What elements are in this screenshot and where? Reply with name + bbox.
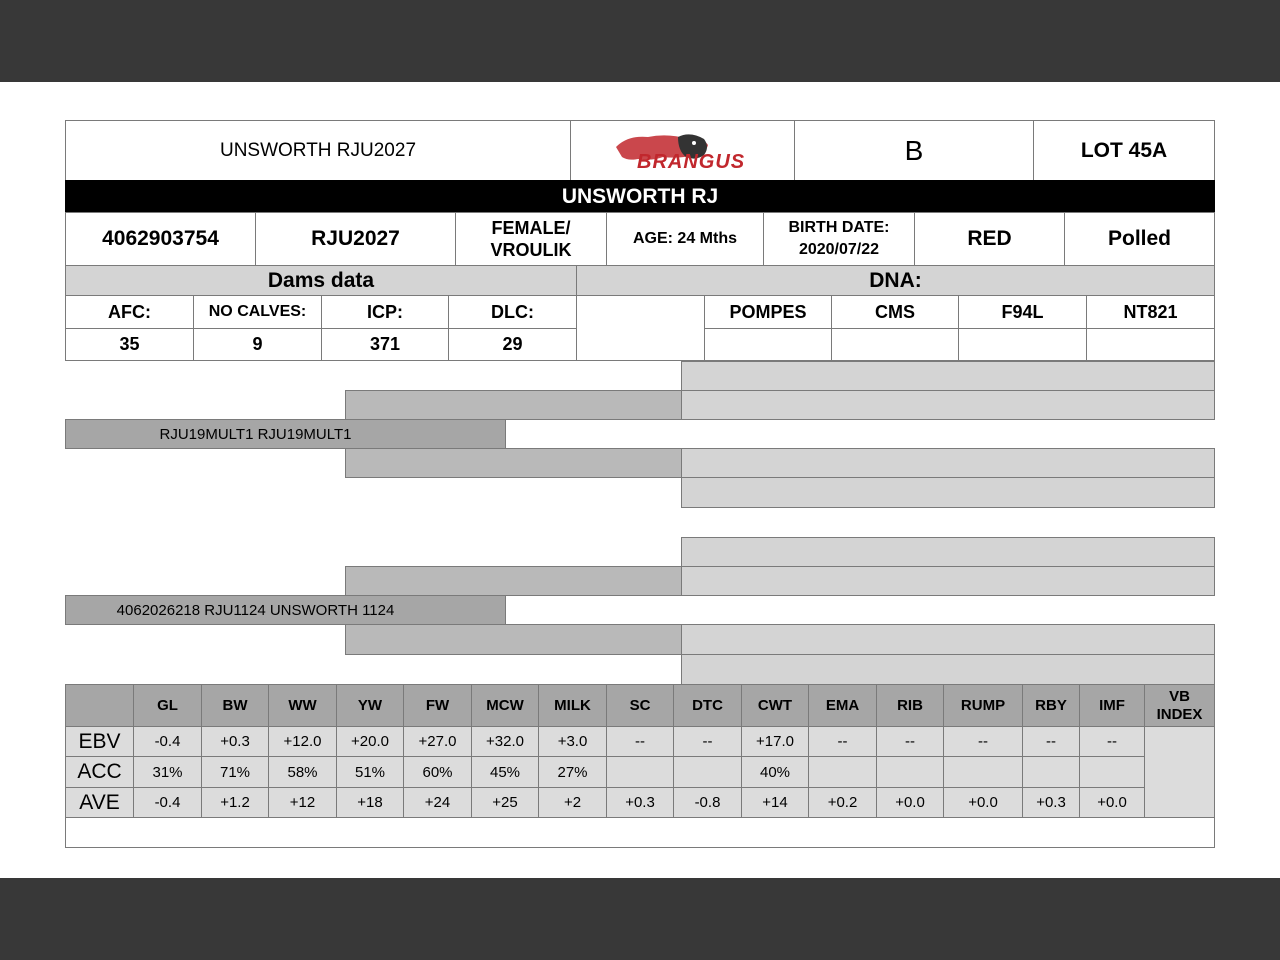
dams-value-afc: 35	[65, 328, 194, 361]
ebv-cell-ave-gl: -0.4	[133, 787, 202, 818]
ebv-cell-acc-rib	[876, 756, 944, 788]
ebv-table	[65, 684, 1215, 848]
ebv-col-imf: IMF	[1079, 684, 1145, 727]
vb-index-line1: VB	[1169, 687, 1190, 705]
dna-title: DNA:	[576, 265, 1215, 296]
dams-header-dlc: DLC:	[448, 295, 577, 329]
ebv-cell-acc-ema	[808, 756, 877, 788]
dams-value-no-calves: 9	[193, 328, 322, 361]
dams-header-afc: AFC:	[65, 295, 194, 329]
ebv-cell-acc-sc	[606, 756, 674, 788]
ebv-cell-acc-fw: 60%	[403, 756, 472, 788]
dna-header-pompes: POMPES	[704, 295, 832, 329]
pedigree-dam-dam-dam	[681, 654, 1215, 685]
dna-value-pompes	[704, 328, 832, 361]
ebv-col-fw: FW	[403, 684, 472, 727]
ebv-row-label-ebv: EBV	[65, 726, 134, 757]
ebv-cell-ebv-cwt: +17.0	[741, 726, 809, 757]
pedigree-dam: 4062026218 RJU1124 UNSWORTH 1124	[65, 595, 506, 625]
tag-number: RJU2027	[255, 212, 456, 266]
dna-value-nt821	[1086, 328, 1215, 361]
ebv-cell-acc-ww: 58%	[268, 756, 337, 788]
ebv-cell-ave-imf: +0.0	[1079, 787, 1145, 818]
dna-header-f94l: F94L	[958, 295, 1087, 329]
ebv-cell-ebv-bw: +0.3	[201, 726, 269, 757]
birth-date	[763, 212, 915, 266]
ebv-cell-acc-rby	[1022, 756, 1080, 788]
animal-name: UNSWORTH RJU2027	[65, 120, 571, 181]
ebv-cell-ebv-sc: --	[606, 726, 674, 757]
ebv-cell-ebv-dtc: --	[673, 726, 742, 757]
dna-header-cms: CMS	[831, 295, 959, 329]
ebv-row-label-ave: AVE	[65, 787, 134, 818]
ebv-col-mcw: MCW	[471, 684, 539, 727]
ebv-col-vb-index	[1144, 684, 1215, 727]
pedigree-sire-sire-sire	[681, 361, 1215, 391]
sex-line2: VROULIK	[490, 240, 572, 260]
ebv-cell-ebv-gl: -0.4	[133, 726, 202, 757]
ebv-cell-ebv-yw: +20.0	[336, 726, 404, 757]
ebv-cell-ave-rby: +0.3	[1022, 787, 1080, 818]
ebv-col-rib: RIB	[876, 684, 944, 727]
ebv-cell-ave-sc: +0.3	[606, 787, 674, 818]
sex-line1: FEMALE/	[491, 217, 571, 238]
ebv-footer-row	[65, 817, 1215, 848]
ebv-cell-ave-rib: +0.0	[876, 787, 944, 818]
vb-index-value	[1144, 726, 1215, 818]
ebv-col-yw: YW	[336, 684, 404, 727]
bottom-frame-bar	[0, 878, 1280, 960]
ebv-cell-ave-milk: +2	[538, 787, 607, 818]
ebv-cell-ave-bw: +1.2	[201, 787, 269, 818]
dams-data-title: Dams data	[65, 265, 577, 296]
banner-title: UNSWORTH RJ	[65, 180, 1215, 213]
pedigree-sire-dam-sire	[681, 448, 1215, 478]
ebv-col-cwt: CWT	[741, 684, 809, 727]
ebv-corner	[65, 684, 134, 727]
horn-status: Polled	[1064, 212, 1215, 266]
dna-header-nt821: NT821	[1086, 295, 1215, 329]
ebv-cell-ebv-fw: +27.0	[403, 726, 472, 757]
dams-header-no-calves: NO CALVES:	[193, 295, 322, 329]
brangus-logo	[570, 120, 795, 181]
birth-date-label: BIRTH DATE:	[788, 219, 890, 237]
ebv-cell-ebv-rib: --	[876, 726, 944, 757]
pedigree-dam-sire	[345, 566, 682, 596]
lot-card	[65, 120, 1215, 848]
ebv-cell-ebv-imf: --	[1079, 726, 1145, 757]
ebv-col-sc: SC	[606, 684, 674, 727]
pedigree-dam-sire-sire	[681, 537, 1215, 567]
ebv-cell-ave-dtc: -0.8	[673, 787, 742, 818]
ebv-cell-ave-ema: +0.2	[808, 787, 877, 818]
sex	[455, 212, 607, 266]
ebv-cell-acc-mcw: 45%	[471, 756, 539, 788]
pedigree-dam-dam	[345, 624, 682, 655]
ebv-row-label-acc: ACC	[65, 756, 134, 788]
pedigree-dam-dam-sire	[681, 624, 1215, 655]
ebv-col-gl: GL	[133, 684, 202, 727]
vb-index-line2: INDEX	[1156, 705, 1203, 723]
ebv-cell-acc-milk: 27%	[538, 756, 607, 788]
ebv-col-ema: EMA	[808, 684, 877, 727]
dams-header-icp: ICP:	[321, 295, 449, 329]
ebv-cell-ave-fw: +24	[403, 787, 472, 818]
dams-value-icp: 371	[321, 328, 449, 361]
top-frame-bar	[0, 0, 1280, 82]
dna-value-f94l	[958, 328, 1087, 361]
ebv-cell-ebv-mcw: +32.0	[471, 726, 539, 757]
ebv-col-rump: RUMP	[943, 684, 1023, 727]
pedigree-sire-sire	[345, 390, 682, 420]
ebv-cell-acc-gl: 31%	[133, 756, 202, 788]
ebv-cell-ebv-milk: +3.0	[538, 726, 607, 757]
ebv-cell-ebv-ww: +12.0	[268, 726, 337, 757]
ebv-cell-acc-imf	[1079, 756, 1145, 788]
ebv-cell-acc-bw: 71%	[201, 756, 269, 788]
pedigree-sire-dam	[345, 448, 682, 478]
colour: RED	[914, 212, 1065, 266]
ebv-col-dtc: DTC	[673, 684, 742, 727]
ebv-cell-ave-mcw: +25	[471, 787, 539, 818]
grade: B	[794, 120, 1034, 181]
ebv-col-bw: BW	[201, 684, 269, 727]
dams-value-dlc: 29	[448, 328, 577, 361]
ebv-cell-ave-yw: +18	[336, 787, 404, 818]
ebv-col-ww: WW	[268, 684, 337, 727]
ebv-cell-ave-rump: +0.0	[943, 787, 1023, 818]
ebv-cell-ebv-rump: --	[943, 726, 1023, 757]
ebv-cell-ave-cwt: +14	[741, 787, 809, 818]
birth-date-value: 2020/07/22	[798, 241, 880, 258]
ebv-col-rby: RBY	[1022, 684, 1080, 727]
ebv-cell-acc-yw: 51%	[336, 756, 404, 788]
ebv-cell-acc-rump	[943, 756, 1023, 788]
age: AGE: 24 Mths	[606, 212, 764, 266]
logo-text: BRANGUS	[637, 151, 746, 173]
pedigree-sire: RJU19MULT1 RJU19MULT1	[65, 419, 506, 449]
ebv-cell-ebv-ema: --	[808, 726, 877, 757]
pedigree-sire-dam-dam	[681, 477, 1215, 508]
dna-blank	[576, 295, 705, 361]
ebv-cell-acc-dtc	[673, 756, 742, 788]
ebv-col-milk: MILK	[538, 684, 607, 727]
ebv-cell-ebv-rby: --	[1022, 726, 1080, 757]
lot-number: LOT 45A	[1033, 120, 1215, 181]
dna-value-cms	[831, 328, 959, 361]
ebv-cell-acc-cwt: 40%	[741, 756, 809, 788]
id-number: 4062903754	[65, 212, 256, 266]
ebv-cell-ave-ww: +12	[268, 787, 337, 818]
pedigree-sire-sire-dam	[681, 390, 1215, 420]
pedigree-dam-sire-dam	[681, 566, 1215, 596]
